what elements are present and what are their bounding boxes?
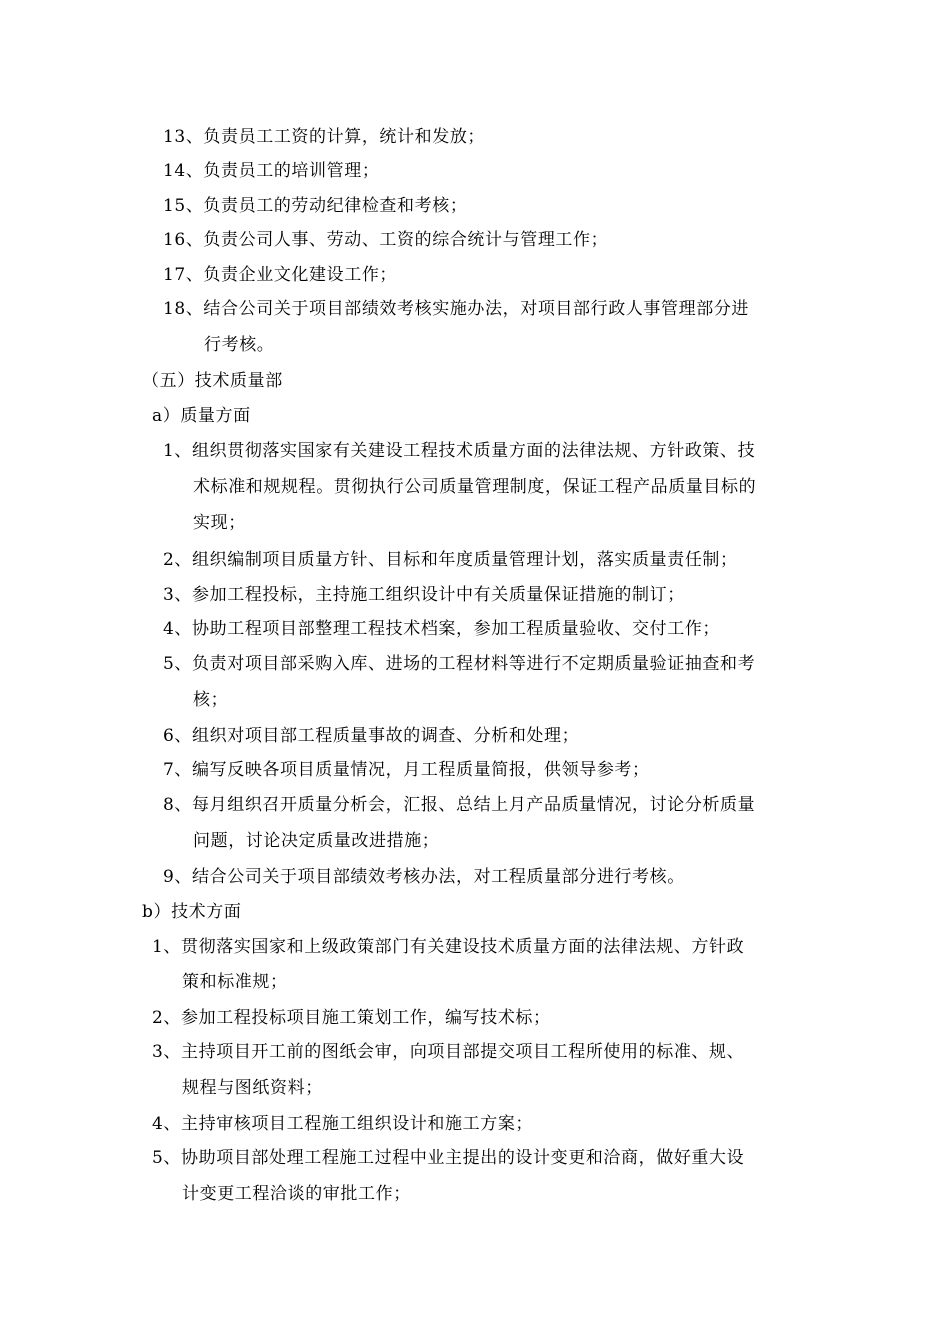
- list-item-a3: 3、参加工程投标，主持施工组织设计中有关质量保证措施的制订；: [163, 585, 685, 605]
- list-item-b1-cont: 策和标准规；: [182, 972, 288, 992]
- list-item-17: 17、负责企业文化建设工作；: [163, 265, 398, 285]
- list-item-14: 14、负责员工的培训管理；: [163, 161, 380, 181]
- list-item-a9: 9、结合公司关于项目部绩效考核办法，对工程质量部分进行考核。: [163, 867, 685, 887]
- list-item-a1-cont: 术标准和规规程。贯彻执行公司质量管理制度，保证工程产品质量目标的: [193, 477, 757, 497]
- list-item-b2: 2、参加工程投标项目施工策划工作，编写技术标；: [152, 1008, 551, 1028]
- subsection-heading-b: b）技术方面: [142, 902, 242, 922]
- list-item-a4: 4、协助工程项目部整理工程技术档案，参加工程质量验收、交付工作；: [163, 619, 721, 639]
- list-item-16: 16、负责公司人事、劳动、工资的综合统计与管理工作；: [163, 230, 609, 250]
- list-item-b4: 4、主持审核项目工程施工组织设计和施工方案；: [152, 1114, 534, 1134]
- list-item-a5: 5、负责对项目部采购入库、进场的工程材料等进行不定期质量验证抽查和考: [163, 654, 756, 674]
- list-item-a8-cont: 问题，讨论决定质量改进措施；: [193, 831, 440, 851]
- list-item-15: 15、负责员工的劳动纪律检查和考核；: [163, 196, 468, 216]
- list-item-b1: 1、贯彻落实国家和上级政策部门有关建设技术质量方面的法律法规、方针政: [152, 937, 745, 957]
- list-item-b3-cont: 规程与图纸资料；: [182, 1078, 323, 1098]
- list-item-a1-cont: 实现；: [193, 513, 246, 533]
- section-heading: （五）技术质量部: [142, 371, 283, 391]
- list-item-18-cont: 行考核。: [204, 335, 275, 355]
- list-item-a5-cont: 核；: [193, 690, 229, 710]
- list-item-a8: 8、每月组织召开质量分析会，汇报、总结上月产品质量情况，讨论分析质量: [163, 795, 756, 815]
- subsection-heading-a: a）质量方面: [152, 406, 251, 426]
- list-item-a2: 2、组织编制项目质量方针、目标和年度质量管理计划，落实质量责任制；: [163, 550, 738, 570]
- list-item-b5-cont: 计变更工程洽谈的审批工作；: [182, 1184, 411, 1204]
- list-item-b5: 5、协助项目部处理工程施工过程中业主提出的设计变更和洽商，做好重大设: [152, 1148, 745, 1168]
- list-item-a6: 6、组织对项目部工程质量事故的调查、分析和处理；: [163, 726, 580, 746]
- list-item-b3: 3、主持项目开工前的图纸会审，向项目部提交项目工程所使用的标准、规、: [152, 1042, 745, 1062]
- list-item-a1: 1、组织贯彻落实国家有关建设工程技术质量方面的法律法规、方针政策、技: [163, 441, 756, 461]
- list-item-13: 13、负责员工工资的计算，统计和发放；: [163, 127, 486, 147]
- list-item-a7: 7、编写反映各项目质量情况，月工程质量简报，供领导参考；: [163, 760, 650, 780]
- list-item-18: 18、结合公司关于项目部绩效考核实施办法，对项目部行政人事管理部分进: [163, 299, 750, 319]
